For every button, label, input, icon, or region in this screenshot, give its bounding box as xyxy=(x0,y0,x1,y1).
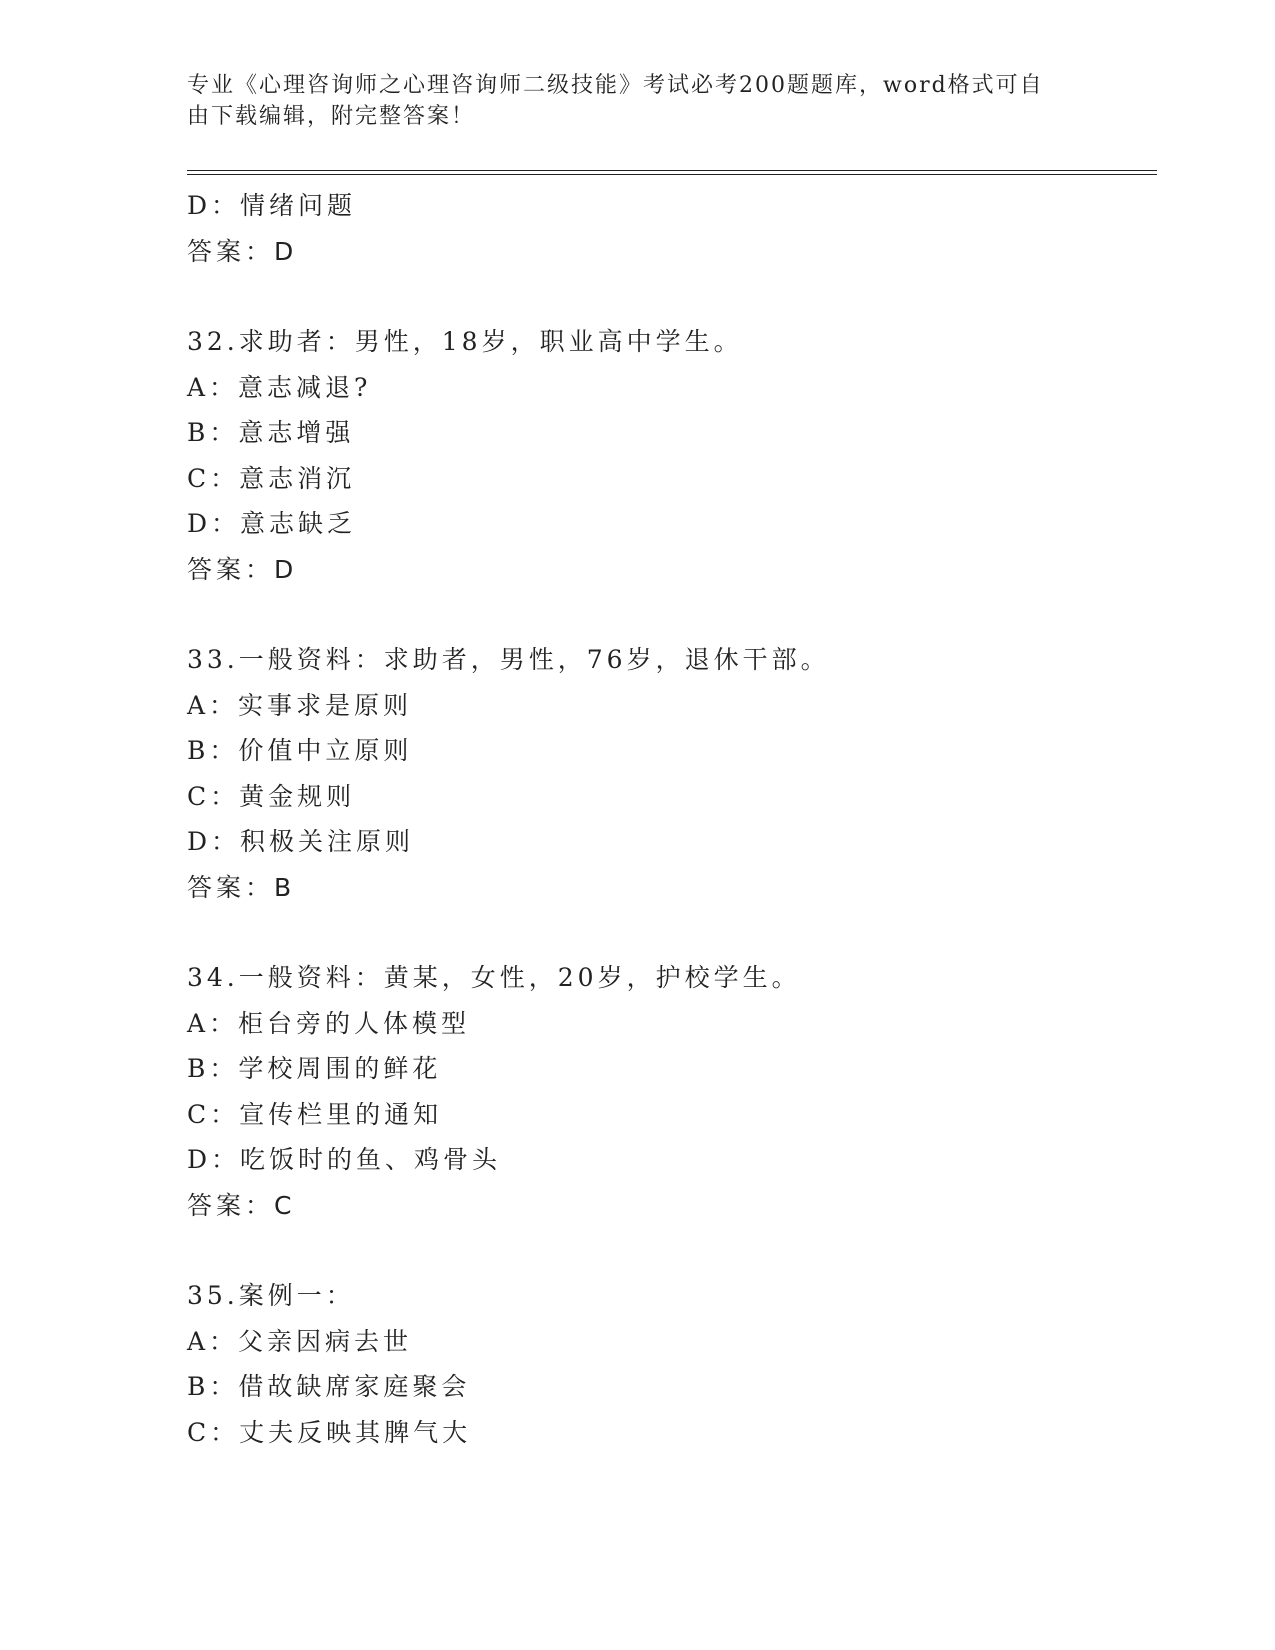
question-stem: 35.案例一： xyxy=(187,1281,355,1310)
question-35 xyxy=(187,1281,1157,1463)
option-b: B：价值中立原则 xyxy=(187,736,413,765)
option-d: D：意志缺乏 xyxy=(187,509,357,538)
option-a: A：意志减退? xyxy=(187,372,372,402)
answer-line: 答案：C xyxy=(187,1190,296,1220)
option-a: A：实事求是原则 xyxy=(187,690,413,720)
option-c: C：黄金规则 xyxy=(187,781,356,811)
option-b: B：借故缺席家庭聚会 xyxy=(187,1372,471,1401)
question-stem: 34.一般资料：黄某，女性，20岁，护校学生。 xyxy=(187,963,801,992)
option-d: D：吃饭时的鱼、鸡骨头 xyxy=(187,1145,502,1174)
answer-line: 答案：B xyxy=(187,872,296,902)
answer-line: 答案：D xyxy=(187,236,298,266)
option-c: C：宣传栏里的通知 xyxy=(187,1099,443,1129)
question-34 xyxy=(187,963,1157,1236)
answer-line: 答案：D xyxy=(187,554,298,584)
option-d: D：情绪问题 xyxy=(187,191,357,220)
question-stem: 33.一般资料：求助者，男性，76岁，退休干部。 xyxy=(187,645,830,674)
option-d: D：积极关注原则 xyxy=(187,827,415,856)
option-a: A：柜台旁的人体模型 xyxy=(187,1008,471,1038)
option-c: C：丈夫反映其脾气大 xyxy=(187,1417,472,1447)
document-header: 专业《心理咨询师之心理咨询师二级技能》考试必考200题题库，word格式可自由下载编辑，附完整答案！ xyxy=(187,73,1044,129)
option-c: C：意志消沉 xyxy=(187,463,356,493)
question-32 xyxy=(187,327,1157,600)
option-b: B：意志增强 xyxy=(187,418,355,447)
option-b: B：学校周围的鲜花 xyxy=(187,1054,442,1083)
question-33 xyxy=(187,645,1157,918)
question-list xyxy=(187,191,1157,1463)
document-page xyxy=(187,70,1157,1463)
question-stem: 32.求助者：男性，18岁，职业高中学生。 xyxy=(187,327,743,356)
option-a: A：父亲因病去世 xyxy=(187,1326,413,1356)
header-divider xyxy=(187,170,1157,175)
